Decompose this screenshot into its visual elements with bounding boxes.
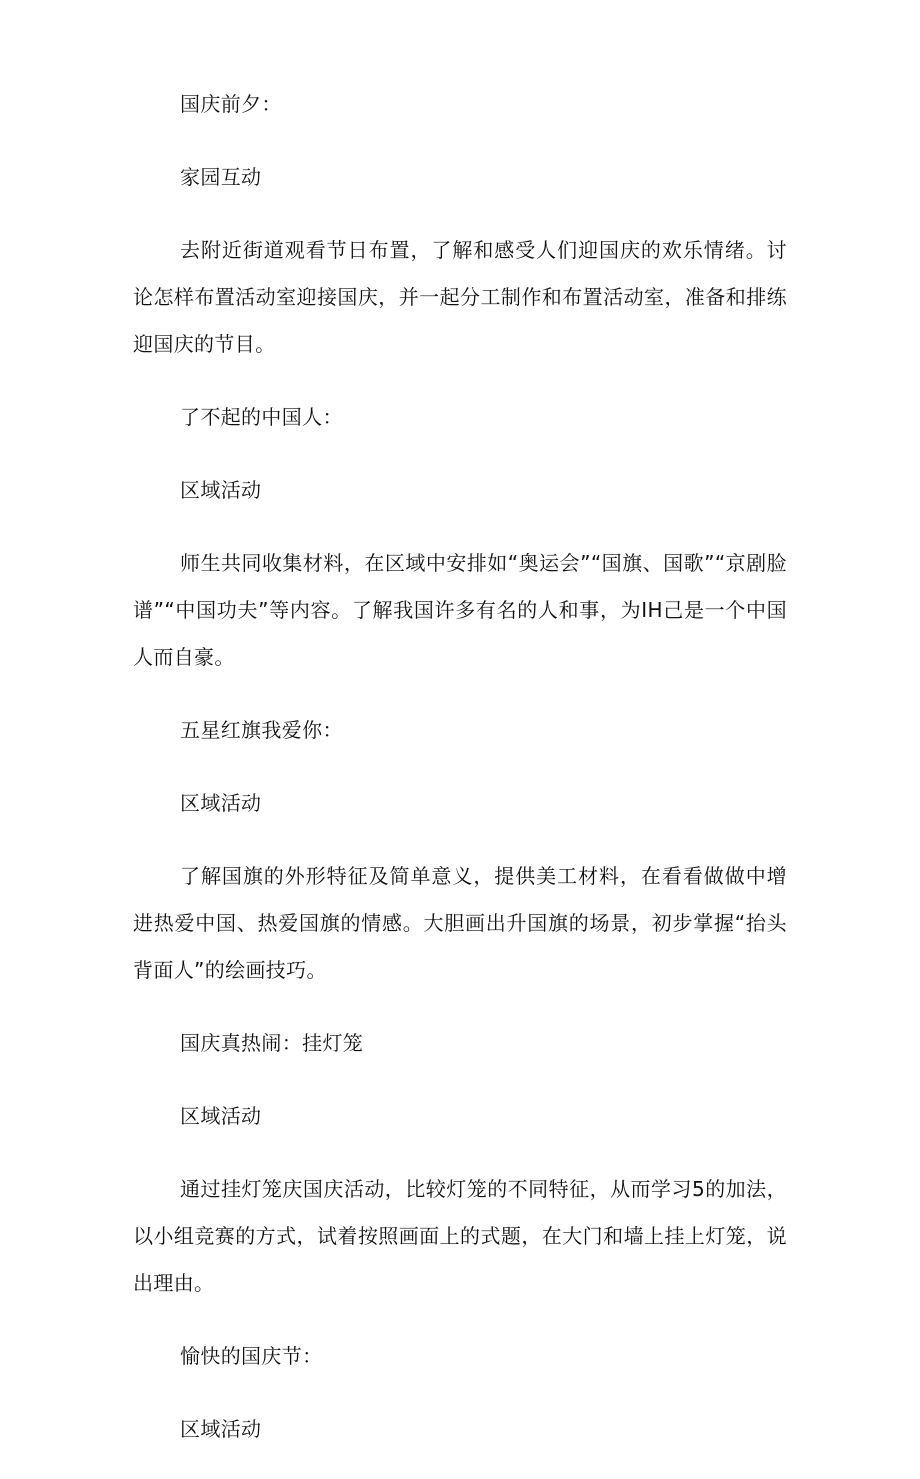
heading: 愉快的国庆节：	[180, 1344, 323, 1368]
heading: 五星红旗我爱你：	[180, 718, 343, 742]
heading-eve: 国庆前夕：	[180, 92, 282, 116]
paragraph: 师生共同收集材料，在区域中安排如“奥运会”“国旗、国歌”“京剧脸谱”“中国功夫”等内容。了解我国许多有名的人和事，为IH己是一个中国人而自豪。	[133, 551, 787, 669]
subheading: 家园互动	[180, 165, 262, 189]
paragraph: 通过挂灯笼庆国庆活动，比较灯笼的不同特征，从而学习5的加法，以小组竞赛的方式，试着按照画面上的式题，在大门和墙上挂上灯笼，说出理由。	[133, 1177, 787, 1295]
paragraph: 去附近街道观看节日布置，了解和感受人们迎国庆的欢乐情绪。讨论怎样布置活动室迎接国庆，并一起分工制作和布置活动室，准备和排练迎国庆的节目。	[133, 238, 787, 356]
paragraph: 了解国旗的外形特征及简单意义，提供美工材料，在看看做做中增进热爱中国、热爱国旗的情感。大胆画出升国旗的场景，初步掌握“抬头背面人”的绘画技巧。	[133, 864, 787, 982]
heading: 了不起的中国人：	[180, 405, 343, 429]
subheading: 区域活动	[180, 791, 262, 815]
subheading: 区域活动	[180, 478, 262, 502]
subheading: 区域活动	[180, 1417, 262, 1441]
subheading: 区域活动	[180, 1104, 262, 1128]
heading: 国庆真热闹：挂灯笼	[180, 1031, 364, 1055]
document-body	[133, 81, 787, 1479]
